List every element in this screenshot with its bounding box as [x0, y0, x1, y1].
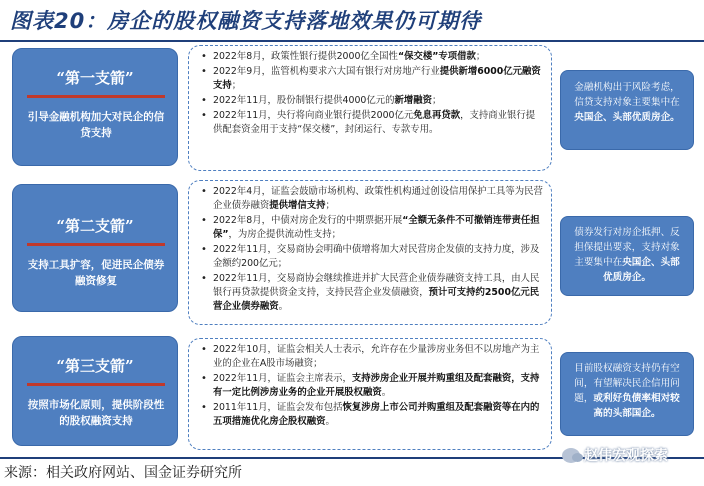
body-text: 2022年11月，交易商协会明确中债增将加大对民营房企发债的支持力度，涉及金额约200亿元； — [213, 244, 540, 269]
measure-item — [197, 243, 543, 271]
watermark-text: 赵伟宏观探索 — [584, 448, 668, 464]
section-1-summary — [560, 70, 694, 150]
watermark — [562, 444, 668, 466]
body-text: 。 — [381, 387, 392, 398]
section-3-list — [197, 343, 543, 429]
measure-item — [197, 109, 543, 137]
body-text: 2022年11月，股份制银行提供4000亿元的 — [213, 95, 395, 106]
section-2-list — [197, 185, 543, 314]
highlight-text: 恢复涉房上市公司并购重组及配套融资等在内的五项措施优化房企股权融资 — [213, 402, 540, 427]
section-2-accent-bar — [27, 243, 165, 246]
body-text: 金融机构出于风险考虑，信贷支持对象主要集中在 — [574, 82, 680, 108]
measure-item — [197, 372, 543, 400]
measure-item — [197, 343, 543, 371]
section-2-label-panel — [12, 184, 178, 312]
section-3-label-panel — [12, 336, 178, 446]
measure-item — [197, 401, 543, 429]
body-text: ，支持商业银行提供配套资金用于支持“保交楼”，封闭运行、专款专用。 — [213, 110, 536, 135]
figure-title: 图表20：房企的股权融资支持落地效果仍可期待 — [10, 9, 482, 33]
highlight-text: “全额无条件不可撤销连带责任担保” — [213, 215, 540, 240]
body-text: 2022年10月，证监会相关人士表示，允许存在少量涉房业务但不以房地产为主业的企业在A股市场融资； — [213, 344, 540, 369]
section-2-desc: 支持工具扩容，促进民企债券融资修复 — [27, 259, 165, 287]
wechat-icon — [562, 448, 580, 463]
highlight-text: 新增融资 — [394, 95, 433, 106]
body-text: 。 — [325, 416, 335, 427]
body-text: ； — [432, 95, 442, 106]
body-text: ； — [231, 80, 242, 91]
section-1-list — [197, 50, 543, 137]
body-text: 目前股权融资支持仍有空间，有望解决民企信用问题， — [574, 363, 680, 404]
section-2-measures — [188, 180, 552, 325]
section-3-name: “第三支箭” — [56, 357, 134, 375]
highlight-text: 央国企、头部优质房企。 — [574, 112, 680, 123]
measure-item — [197, 50, 543, 64]
section-1-desc: 引导金融机构加大对民企的信贷支持 — [27, 111, 165, 139]
section-1-label-panel — [12, 48, 178, 166]
body-text: ； — [475, 51, 486, 62]
body-text: 。 — [278, 301, 289, 312]
measure-item — [197, 272, 543, 314]
highlight-text: “保交楼”专项借款 — [397, 51, 476, 62]
highlight-text: 提供增信支持 — [269, 200, 326, 211]
measure-item — [197, 214, 543, 242]
highlight-text: 免息再贷款 — [413, 110, 461, 121]
section-1-accent-bar — [27, 95, 165, 98]
section-2-summary — [560, 216, 694, 296]
body-text: 2022年11月，交易商协会继续推进并扩大民营企业债券融资支持工具，由人民银行再贷款提供资金支持，支持民营企业发债融资， — [213, 273, 540, 298]
section-2-name: “第二支箭” — [56, 217, 134, 235]
measure-item — [197, 94, 543, 108]
highlight-text: 预计可支持约2500亿元民营企业债券融资 — [213, 287, 540, 312]
body-text: 债券发行对房企抵押、反担保提出要求，支持对象主要集中在 — [574, 227, 680, 268]
section-3-accent-bar — [27, 383, 165, 386]
title-divider — [0, 40, 704, 42]
source-note: 来源：相关政府网站、国金证券研究所 — [4, 465, 242, 481]
body-text: 2022年8月，政策性银行提供2000亿全国性 — [213, 51, 398, 62]
body-text: 2022年9月，监管机构要求六大国有银行对房地产行业 — [213, 66, 440, 77]
highlight-text: 央国企、头部优质房企。 — [603, 257, 680, 283]
body-text: 2022年4月，证监会鼓励市场机构、政策性机构通过创设信用保护工具等为民营企业债券融资 — [213, 186, 543, 211]
body-text: 2022年8月，中债对房企发行的中期票据开展 — [213, 215, 403, 226]
highlight-text: 提供新增6000亿元融资支持 — [213, 66, 541, 91]
measure-item — [197, 65, 543, 93]
highlight-text: 支持涉房企业开展并购重组及配套融资，支持有一定比例涉房业务的企业开展股权融资 — [213, 373, 540, 398]
body-text: ，为房企提供流动性支持； — [228, 229, 342, 240]
highlight-text: 或利好负债率相对较高的头部国企。 — [593, 393, 680, 419]
body-text: 2022年11月，证监会主席表示， — [213, 373, 352, 384]
measure-item — [197, 185, 543, 213]
body-text: 2022年11月，央行将向商业银行提供2000亿元 — [213, 110, 414, 121]
section-1-measures — [188, 45, 552, 171]
section-3-summary — [560, 352, 694, 436]
section-1-name: “第一支箭” — [56, 69, 134, 87]
section-3-measures — [188, 338, 552, 450]
section-3-desc: 按照市场化原则，提供阶段性的股权融资支持 — [27, 399, 165, 427]
body-text: ； — [325, 200, 335, 211]
body-text: 2011年11月，证监会发布包括 — [213, 402, 343, 413]
